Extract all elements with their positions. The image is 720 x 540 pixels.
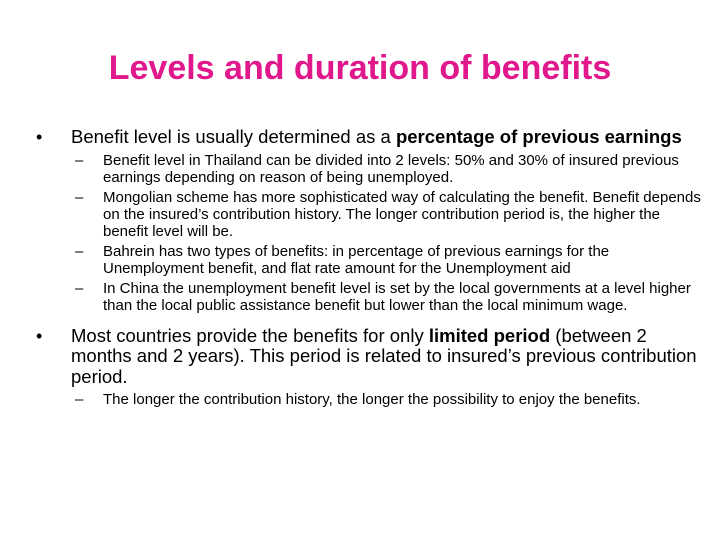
sub-bullet-text: Bahrein has two types of benefits: in percentage of previous earnings for the Unemployment benefit, and flat rate amount for the Unemployment aid (103, 242, 610, 277)
sub-bullet-item (75, 391, 703, 408)
dash-icon: – (75, 279, 84, 297)
bullet-text-tail: (between 2 months and 2 years). This period is related to insured’s previous contribution period. (71, 324, 697, 387)
bullet-emphasis: limited period (428, 324, 551, 346)
bullet-icon: • (36, 325, 43, 346)
bullet-emphasis: percentage of previous earnings (395, 126, 682, 147)
sub-bullet-text: The longer the contribution history, the longer the possibility to enjoy the benefits. (103, 391, 641, 408)
sub-bullet-text: Benefit level in Thailand can be divided into 2 levels: 50% and 30% of insured previous earnings depending on reason of being unemployed. (103, 151, 679, 186)
slide-title: Levels and duration of benefits (108, 49, 612, 87)
bullet-icon: • (36, 127, 43, 147)
sub-bullet-item (75, 279, 703, 314)
dash-icon: – (75, 391, 84, 408)
bullet-item (36, 326, 708, 388)
sub-bullet-text: Mongolian scheme has more sophisticated way of calculating the benefit. Benefit depends on the insured’s contribution history. The longer contribution period is, the higher the benefit level will be. (103, 188, 701, 240)
dash-icon: – (75, 151, 84, 169)
sub-bullet-item (75, 188, 703, 240)
sub-bullet-list (36, 391, 703, 408)
dash-icon: – (75, 188, 84, 206)
dash-icon: – (75, 242, 84, 260)
bullet-text: Benefit level is usually determined as a (71, 126, 396, 147)
sub-bullet-list (36, 152, 703, 314)
sub-bullet-text: In China the unemployment benefit level is set by the local governments at a level higher than the local public assistance benefit but lower than the local minimum wage. (103, 279, 691, 314)
bullet-text: Most countries provide the benefits for only (71, 324, 429, 346)
bullet-item (36, 127, 708, 148)
sub-bullet-item (75, 151, 703, 186)
sub-bullet-item (75, 242, 703, 277)
slide-content (36, 127, 708, 411)
